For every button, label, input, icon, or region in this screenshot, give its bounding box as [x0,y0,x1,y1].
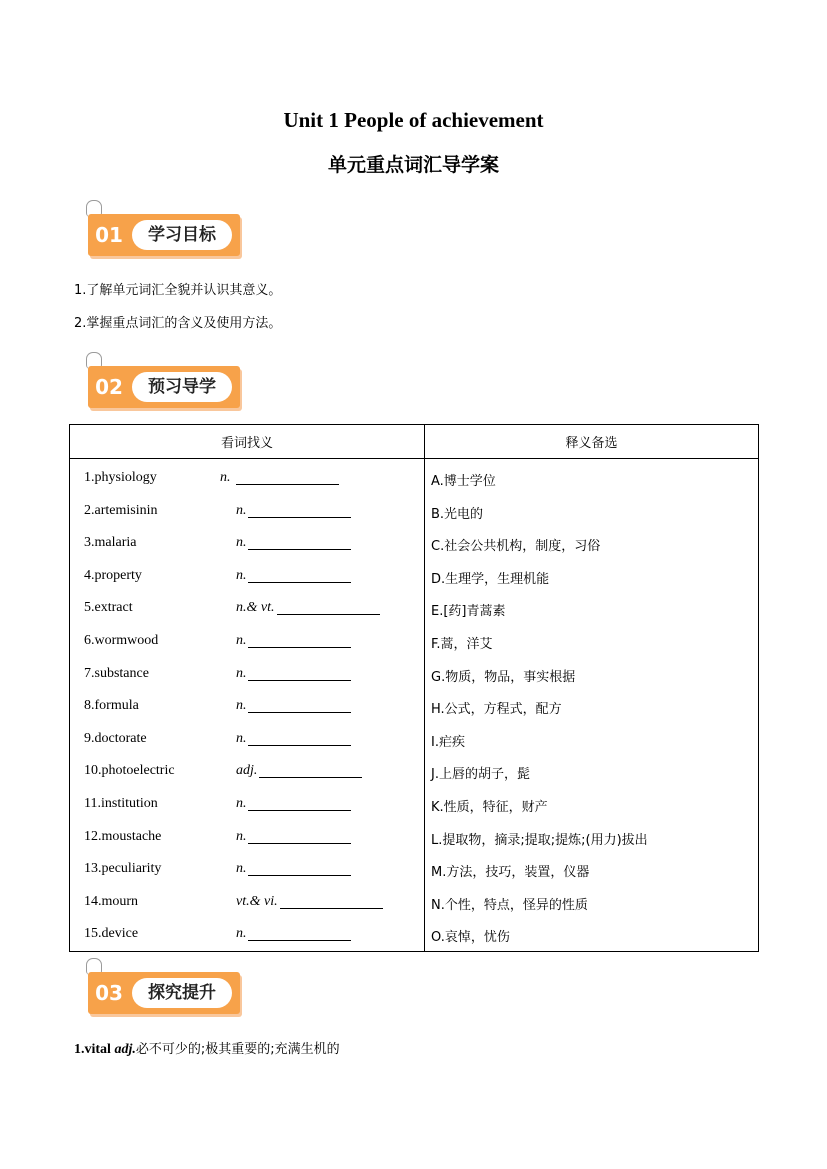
answer-blank[interactable] [248,843,351,844]
meaning: O.哀悼，忧伤 [431,930,510,946]
meaning: B.光电的 [431,506,484,522]
word-row [70,495,424,528]
word-row [70,723,424,756]
objective-item: 1.了解单元词汇全貌并认识其意义。 [74,283,282,298]
meaning-row [425,788,758,821]
word: 15.device [84,926,139,942]
word: 14.mourn [84,893,139,909]
word-row [70,886,424,919]
meaning: K.性质，特征，财产 [431,799,548,815]
answer-blank[interactable] [248,810,351,811]
meanings-column [425,459,759,952]
part-of-speech: n.& vt. [236,600,275,616]
word: 4.property [84,567,142,583]
meaning-row [425,886,758,919]
answer-blank[interactable] [248,680,351,681]
part-of-speech: n. [236,730,247,746]
meaning: I.疟疾 [431,734,465,750]
section-number: 02 [95,375,123,399]
answer-blank[interactable] [248,875,351,876]
word-row [70,821,424,854]
meaning: D.生理学，生理机能 [431,571,550,587]
word: 11.institution [84,795,158,811]
meaning-row [425,755,758,788]
part-of-speech: n. [236,698,247,714]
meaning-row [425,462,758,495]
word: 13.peculiarity [84,861,162,877]
words-column [70,459,425,952]
word: 8.formula [84,698,139,714]
word: 12.moustache [84,828,162,844]
table-header-left: 看词找义 [70,425,425,459]
word: 6.wormwood [84,632,159,648]
meaning-row [425,918,758,951]
word-row [70,853,424,886]
word: 5.extract [84,600,133,616]
part-of-speech: n. [236,535,247,551]
page-subtitle: 单元重点词汇导学案 [327,154,499,176]
headword: 1.vital [74,1042,111,1057]
part-of-speech: adj. [114,1042,136,1057]
meaning-row [425,560,758,593]
part-of-speech: n. [236,828,247,844]
section-badge-explore [84,958,244,1018]
part-of-speech: adj. [236,763,258,779]
objective-item: 2.掌握重点词汇的含义及使用方法。 [74,316,282,331]
section-label: 探究提升 [132,978,232,1008]
meaning-row [425,658,758,691]
word-row [70,462,424,495]
word-row [70,755,424,788]
page-title: Unit 1 People of achievement [283,108,544,132]
part-of-speech: vt.& vi. [236,893,278,909]
word-row [70,527,424,560]
word: 3.malaria [84,535,137,551]
answer-blank[interactable] [248,940,351,941]
answer-blank[interactable] [236,484,339,485]
meaning: F.蒿，洋艾 [431,636,493,652]
section-badge-objectives [84,200,244,260]
answer-blank[interactable] [248,745,351,746]
meaning: A.博士学位 [431,474,496,489]
word: 1.physiology [84,470,157,485]
word: 10.photoelectric [84,763,175,779]
part-of-speech: n. [236,632,247,648]
meaning-row [425,592,758,625]
meaning: J.上唇的胡子，髭 [431,767,530,783]
word-row [70,560,424,593]
meaning-row [425,625,758,658]
word: 9.doctorate [84,730,147,746]
explore-item [74,1038,340,1058]
word: 7.substance [84,665,149,681]
word-row [70,658,424,691]
meaning: E.[药]青蒿素 [431,604,506,620]
part-of-speech: n. [220,470,231,485]
definition: 必不可少的;极其重要的;充满生机的 [135,1042,340,1057]
answer-blank[interactable] [280,908,383,909]
meaning-row [425,527,758,560]
meaning: H.公式，方程式，配方 [431,702,562,718]
meaning: C.社会公共机构，制度，习俗 [431,539,601,555]
meaning-row [425,821,758,854]
section-number: 01 [95,223,123,247]
part-of-speech: n. [236,795,247,811]
word-row [70,690,424,723]
meaning-row [425,853,758,886]
meaning-row [425,495,758,528]
answer-blank[interactable] [248,549,351,550]
meaning: M.方法，技巧，装置，仪器 [431,865,590,881]
meaning-row [425,723,758,756]
word-row [70,625,424,658]
part-of-speech: n. [236,502,247,518]
part-of-speech: n. [236,861,247,877]
word-row [70,592,424,625]
section-label: 学习目标 [132,220,232,250]
part-of-speech: n. [236,926,247,942]
vocabulary-table [69,424,759,952]
answer-blank[interactable] [259,777,362,778]
part-of-speech: n. [236,567,247,583]
answer-blank[interactable] [248,647,351,648]
word: 2.artemisinin [84,502,158,518]
answer-blank[interactable] [277,614,380,615]
table-header-right: 释义备选 [425,425,759,459]
meaning-row [425,690,758,723]
answer-blank[interactable] [248,517,351,518]
meaning: L.提取物，摘录;提取;提炼;(用力)拔出 [431,832,648,848]
section-badge-preview [84,352,244,412]
meaning: G.物质，物品，事实根据 [431,669,576,685]
section-label: 预习导学 [132,372,232,402]
section-number: 03 [95,981,123,1005]
answer-blank[interactable] [248,712,351,713]
word-row [70,788,424,821]
part-of-speech: n. [236,665,247,681]
answer-blank[interactable] [248,582,351,583]
meaning: N.个性，特点，怪异的性质 [431,897,588,913]
word-row [70,918,424,951]
